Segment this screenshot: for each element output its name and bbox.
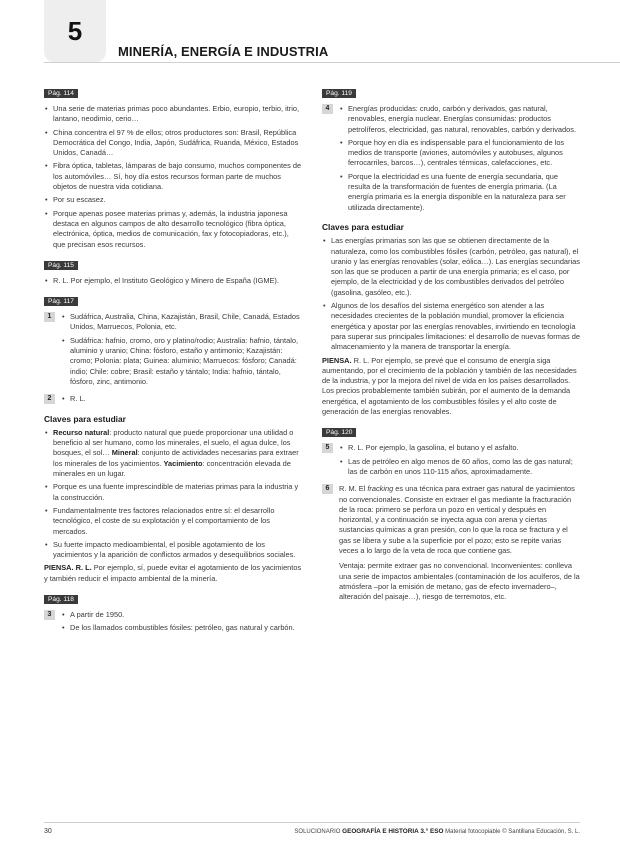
section-p115 <box>44 260 302 286</box>
question-number: 3 <box>44 610 55 620</box>
footer-book: GEOGRAFÍA E HISTORIA 3.° ESO <box>342 828 444 835</box>
list-item: • Su fuerte impacto medioambiental, el posible agotamiento de los yacimientos y la aparición de conflictos armados y desequilibrios sociales. <box>44 540 302 561</box>
list-item: • Fundamentalmente tres factores relacionados entre sí: el desarrollo tecnológico, el coste de su explotación y el comportamiento de los mercados. <box>44 506 302 537</box>
list-item: • Por su escasez. <box>44 195 302 205</box>
term: Recurso natural <box>53 427 110 437</box>
page-tag: Pág. 118 <box>44 595 78 604</box>
piensa-text: R. L. Por ejemplo, se prevé que el consumo de energía siga aumentando, por el crecimiento de la población y también de las necesidades de la industria, y por la mejora del nivel de vida en los países desarrollados. Los precios probablemente también subirán, por el aumento de la demanda energética, el agotamiento de los combustibles fósiles y el alto coste de generación de las energías renovables. <box>322 355 577 417</box>
list-item: • De los llamados combustibles fósiles: petróleo, gas natural y carbón. <box>61 623 302 633</box>
question-body <box>339 443 580 480</box>
piensa-label: PIENSA. R. L. <box>44 563 92 573</box>
right-column <box>322 88 580 615</box>
piensa-paragraph <box>44 563 302 584</box>
list-item: • R. L. Por ejemplo, la gasolina, el butano y el asfalto. <box>339 443 580 453</box>
question-number: 5 <box>322 443 333 453</box>
piensa-text: Por ejemplo, sí, puede evitar el agotamiento de los yacimientos y también reducir el impacto ambiental de la minería. <box>44 563 302 583</box>
question-1 <box>44 312 302 390</box>
section-p118 <box>44 594 302 637</box>
list-item: • Las de petróleo en algo menos de 60 años, como las de gas natural; las de carbón en unos 110-115 años, aproximadamente. <box>339 457 580 478</box>
unit-number: 5 <box>67 15 83 46</box>
left-column <box>44 88 302 647</box>
chapter-title: MINERÍA, ENERGÍA E INDUSTRIA <box>118 44 329 59</box>
list-item: • Porque hoy en día es indispensable para el funcionamiento de los medios de transporte (aviones, automóviles y autobuses, algunos ferrocarriles, barcos…), centrales térmicas, calefacciones, etc. <box>339 138 580 169</box>
question-6 <box>322 484 580 605</box>
term: Mineral <box>111 448 138 458</box>
answer-text: es una técnica para extraer gas natural de yacimientos no convencionales. Consiste en extraer el gas mediante la fracturación de la roca: primero se perfora un pozo en vertical y después en horizontal, y a continuación se inyecta agua con arena y ciertas sustancias químicas a gran presión, con lo que la roca se fractura y el gas se libera y sube a la superficie por el pozo; esto se repite varias veces a lo largo de la veta de roca que contiene gas. <box>339 484 575 555</box>
page-number: 30 <box>44 828 52 835</box>
list-item: • Porque apenas posee materias primas y, además, la industria japonesa destaca en algunos campos de alto desarrollo tecnológico (fibra óptica, electrónica, óptica, medios de comunicación, fax y fotocopiadoras, etc.), que precisan esos recursos. <box>44 209 302 250</box>
list-item: • Sudáfrica, Australia, China, Kazajistán, Brasil, Chile, Canadá, Estados Unidos, Marruecos, Polonia, etc. <box>61 312 302 333</box>
question-number: 2 <box>44 394 55 404</box>
question-body <box>339 484 580 605</box>
piensa-label: PIENSA. <box>322 355 352 365</box>
answer-list <box>44 276 302 286</box>
footer-rule <box>44 822 580 823</box>
answer-text: R. M. El <box>339 484 368 494</box>
list-item: • Fibra óptica, tabletas, lámparas de bajo consumo, muchos componentes de los automóviles… Sí, hoy día estos recursos forman parte de muchos objetos de nuestra vida cotidiana. <box>44 161 302 192</box>
footer-notice: Material fotocopiable © Santillana Educación, S. L. <box>445 829 580 835</box>
question-number: 1 <box>44 312 55 322</box>
list-item: • Las energías primarias son las que se obtienen directamente de la naturaleza, como los combustibles fósiles (carbón, petróleo, gas natural), el uranio y las energías renovables (solar, eólica…). Las energías secundarias son las que se producen a partir de una energía primaria; es el caso, por ejemplo, de la electricidad y de los combustibles derivados del petróleo (gasolina, gasóleo, etc.). <box>322 236 580 298</box>
section-p114 <box>44 88 302 250</box>
claves-list <box>44 428 302 561</box>
answer-list <box>44 104 302 250</box>
page-tag: Pág. 114 <box>44 89 78 98</box>
question-body <box>61 610 302 637</box>
question-body <box>61 312 302 390</box>
piensa-paragraph <box>322 356 580 418</box>
question-body <box>339 104 580 216</box>
header-rule <box>44 62 620 63</box>
definition: : conjunto de actividades necesarias para extraer los minerales de los yacimientos. <box>53 448 299 468</box>
page-tag: Pág. 120 <box>322 428 356 437</box>
list-item: • Algunos de los desafíos del sistema energético son atender a las necesidades crecientes de la población mundial, promover la eficiencia energética y apostar por las energías renovables, invirtiendo en tecnología para superar sus principales limitaciones: el desarrollo de nuevas formas de almacenamiento y la manera de transportar la energía. <box>322 301 580 352</box>
page-tag: Pág. 115 <box>44 261 78 270</box>
question-2 <box>44 394 302 407</box>
list-item: • Porque es una fuente imprescindible de materias primas para la industria y la construcción. <box>44 482 302 503</box>
footer-credits <box>294 828 580 835</box>
list-item: • R. L. <box>61 394 302 404</box>
term: Yacimiento <box>163 458 203 468</box>
section-p119 <box>322 88 580 417</box>
claves-list <box>322 236 580 352</box>
list-item: • A partir de 1950. <box>61 610 302 620</box>
list-item: • Porque la electricidad es una fuente de energía secundaria, que resulta de la transformación de fuentes de energía primaria. (La energía primaria es la energía disponible en la naturaleza para ser utilizada directamente). <box>339 172 580 213</box>
page-tag: Pág. 119 <box>322 89 356 98</box>
list-item: • Una serie de materias primas poco abundantes. Erbio, europio, terbio, itrio, lantano, neodimio, cerio… <box>44 104 302 125</box>
definition: : concentración elevada de minerales en un lugar. <box>53 458 291 479</box>
question-5 <box>322 443 580 480</box>
question-number: 4 <box>322 104 333 114</box>
list-item: • Energías producidas: crudo, carbón y derivados, gas natural, renovables, energía nuclear. Energías consumidas: productos petrolíferos, electricidad, gas natural, renovables, carbón y derivados. <box>339 104 580 135</box>
section-p117 <box>44 296 302 584</box>
list-item <box>44 428 302 479</box>
question-3 <box>44 610 302 637</box>
page-tag: Pág. 117 <box>44 297 78 306</box>
question-body <box>61 394 302 407</box>
answer-paragraph: Ventaja: permite extraer gas no convencional. Inconvenientes: conlleva una serie de impactos ambientales (contaminación de los acuíferos, de la atmósfera –por la emisión de metano, gas de efecto invernadero–, alteración del paisaje…), riesgo de terremotos, etc. <box>339 561 580 602</box>
list-item: • R. L. Por ejemplo, el Instituto Geológico y Minero de España (IGME). <box>44 276 302 286</box>
section-p120 <box>322 427 580 605</box>
footer-solucionario: SOLUCIONARIO <box>294 829 341 835</box>
section-heading: Claves para estudiar <box>44 413 126 424</box>
definition: : producto natural que puede proporcionar una utilidad o beneficio al ser humano, como los minerales, el suelo, el agua dulce, los bosques, el sol… <box>53 427 294 458</box>
question-4 <box>322 104 580 216</box>
section-heading: Claves para estudiar <box>322 221 404 232</box>
unit-number-box <box>44 0 106 62</box>
list-item: • Sudáfrica: hafnio, cromo, oro y platino/rodio; Australia: hafnio, tántalo, aluminio y uranio; China: fósforo, estaño y antimonio; Kazajistán: cromo; Polonia: plata; Guinea: aluminio; Marruecos: fósforo; Canadá: indio; Chile: cobre; Brasil: estaño y tántalo; India: hafnio, tántalo, fósforo, zinc, antimonio. <box>61 336 302 387</box>
list-item: • China concentra el 97 % de ellos; otros productores son: Brasil, República Democrática del Congo, India, Japón, Sudáfrica, Ruanda, México, Estados Unidos, Canadá… <box>44 128 302 159</box>
question-number: 6 <box>322 484 333 494</box>
term: fracking <box>367 484 394 494</box>
answer-paragraph <box>339 484 580 556</box>
